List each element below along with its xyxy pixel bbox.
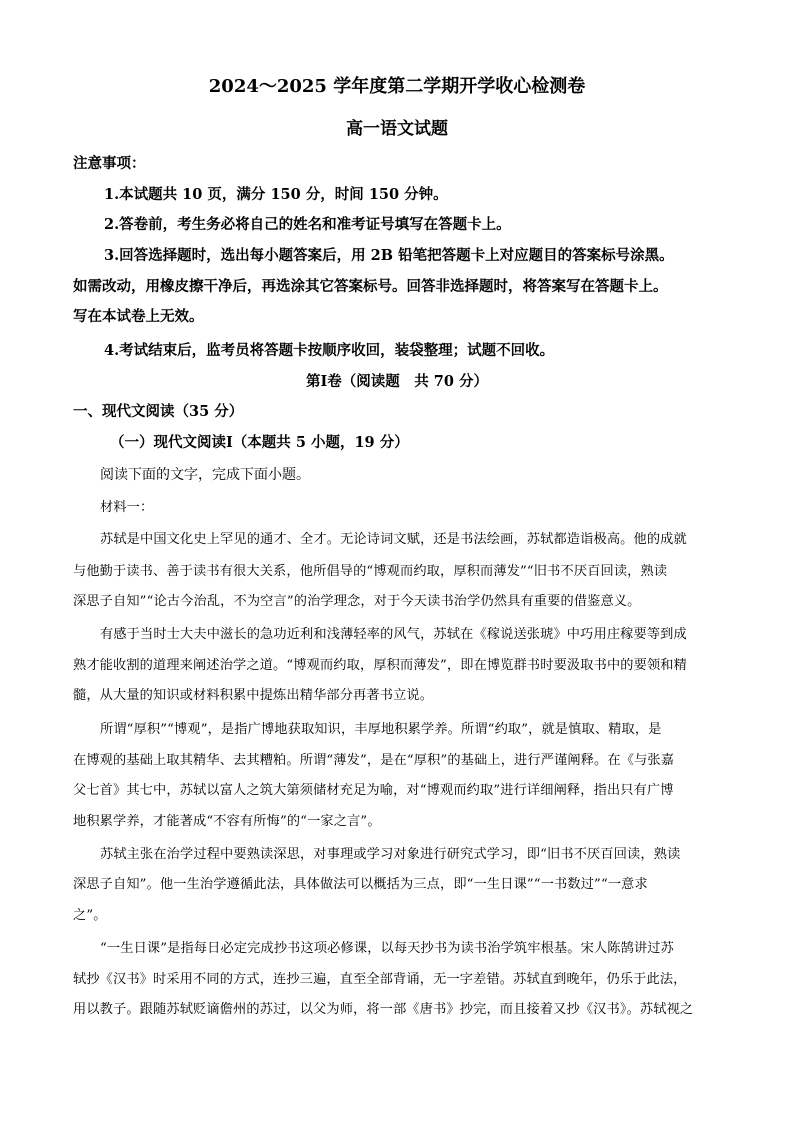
paragraph-3-line-2: 在博观的基础上取其精华、去其糟粕。所谓“薄发”，是在“厚积”的基础上，进行严谨阐释。在《与张嘉 [73,753,675,768]
exam-subtitle: 高一语文试题 [346,119,448,139]
paragraph-2-line-3: 髓，从大量的知识或材料积累中提炼出精华部分再著书立说。 [73,688,434,703]
notice-item-4: 4.考试结束后，监考员将答题卡按顺序收回，装袋整理；试题不回收。 [104,342,555,359]
paragraph-4-line-2: 深思子自知”。他一生治学遵循此法，具体做法可以概括为三点，即“一生日课”“一书数过”“一意求 [73,877,648,892]
paragraph-3-line-3: 父七首》其七中，苏轼以富人之筑大第须储材充足为喻，对“博观而约取”进行详细阐释，指出只有广博 [73,783,674,798]
part-heading: 第Ⅰ卷（阅读题 共 70 分） [305,373,489,390]
paragraph-5-line-2: 轼抄《汉书》时采用不同的方式，连抄三遍，直至全部背诵，无一字差错。苏轼直到晚年，仍乐于此法， [73,972,687,987]
paragraph-2-line-1: 有感于当时士大夫中滋长的急功近利和浅薄轻率的风气，苏轼在《稼说送张琥》中巧用庄稼要等到成 [100,627,687,642]
reading-instruction: 阅读下面的文字，完成下面小题。 [100,467,310,483]
paragraph-4-line-3: 之”。 [73,908,107,923]
paragraph-5-line-1: “一生日课”是指每日必定完成抄书这项必修课，以每天抄书为读书治学筑牢根基。宋人陈鹄讲过苏 [100,941,674,956]
paragraph-4-line-1: 苏轼主张在治学过程中要熟读深思，对事理或学习对象进行研究式学习，即“旧书不厌百回读，熟读 [100,847,681,862]
notice-item-3-line-1: 3.回答选择题时，选出每小题答案后，用 2B 铅笔把答题卡上对应题目的答案标号涂黑。 [104,247,674,264]
section-heading: 一、现代文阅读（35 分） [73,403,244,420]
notice-item-2: 2.答卷前，考生务必将自己的姓名和准考证号填写在答题卡上。 [104,216,511,233]
notice-heading: 注意事项： [73,155,146,172]
exam-title: 2024～2025 学年度第二学期开学收心检测卷 [208,76,586,97]
paragraph-3-line-4: 地积累学养，才能著成“不容有所悔”的“一家之言”。 [73,814,381,829]
notice-item-3-line-2: 如需改动，用橡皮擦干净后，再选涂其它答案标号。回答非选择题时，将答案写在答题卡上。 [73,278,668,295]
paragraph-5-line-3: 用以教子。跟随苏轼贬谪儋州的苏过，以父为师，将一部《唐书》抄完，而且接着又抄《汉书》。苏轼视之 [73,1002,694,1017]
paragraph-2-line-2: 熟才能收割的道理来阐述治学之道。“博观而约取，厚积而薄发”，即在博览群书时要汲取书中的要领和精 [73,658,687,673]
paragraph-1-line-1: 苏轼是中国文化史上罕见的通才、全才。无论诗词文赋，还是书法绘画，苏轼都造诣极高。他的成就 [100,532,687,547]
material-label: 材料一： [100,500,154,515]
paragraph-1-line-3: 深思子自知”“论古今治乱，不为空言”的治学理念，对于今天读书治学仍然具有重要的借鉴意义。 [73,594,641,609]
paragraph-3-line-1: 所谓“厚积”“博观”，是指广博地获取知识，丰厚地积累学养。所谓“约取”，就是慎取、精取，是 [100,722,662,737]
paragraph-1-line-2: 与他勤于读书、善于读书有很大关系，他所倡导的“博观而约取，厚积而薄发”“旧书不厌百回读，熟读 [73,564,668,579]
notice-item-1: 1.本试题共 10 页，满分 150 分，时间 150 分钟。 [104,186,448,203]
notice-item-3-line-3: 写在本试卷上无效。 [73,308,204,325]
subsection-heading: （一）现代文阅读Ⅰ（本题共 5 小题，19 分） [110,434,409,451]
